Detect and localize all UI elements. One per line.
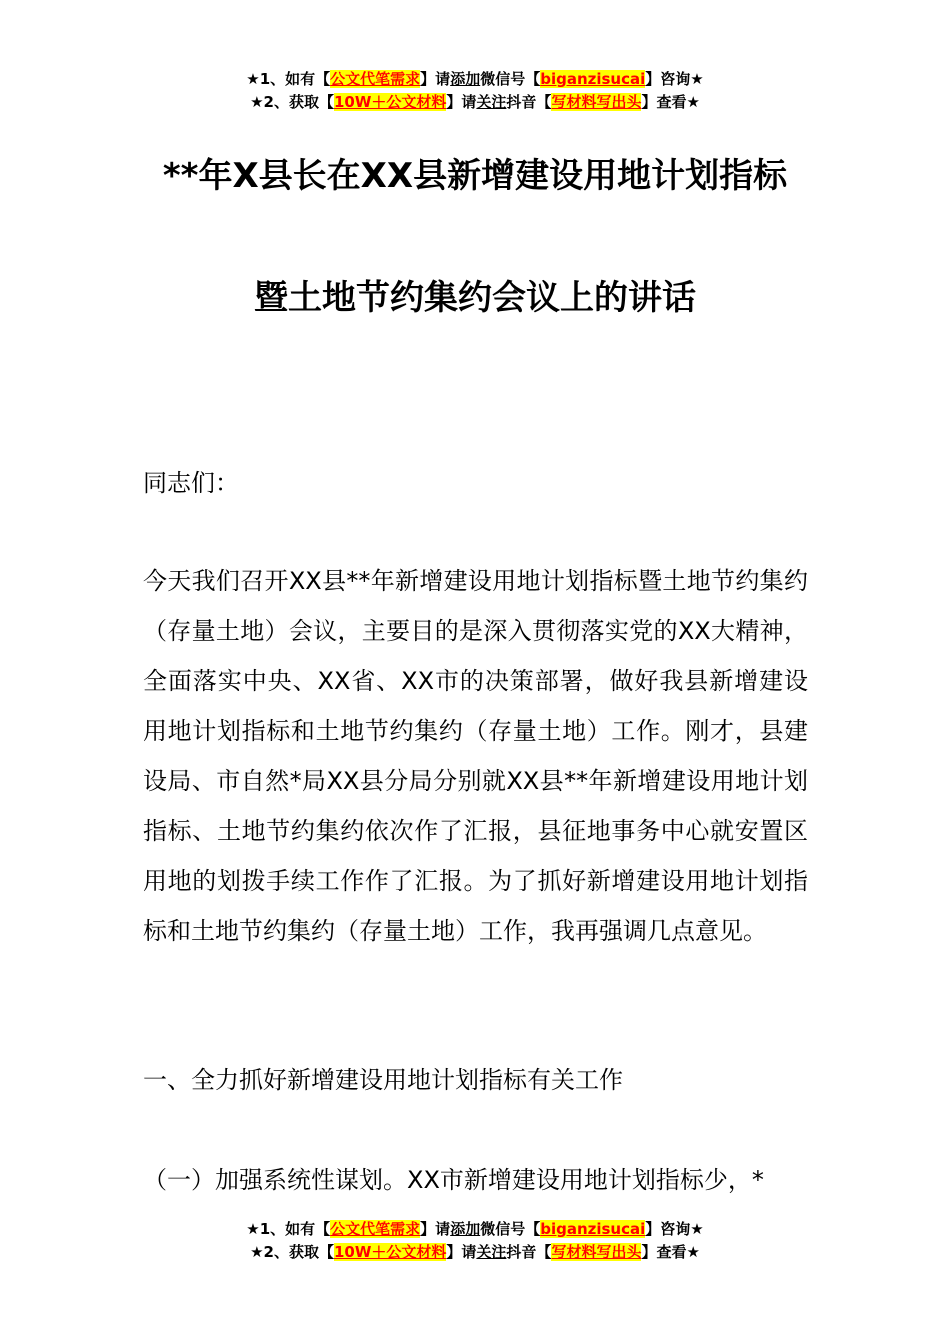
- body-paragraph-1: 今天我们召开XX县**年新增建设用地计划指标暨土地节约集约（存量土地）会议，主要目的是深入贯彻落实党的XX大精神，全面落实中央、XX省、XX市的决策部署，做好我县新增建设用地计划指标和土地节约集约（存量土地）工作。刚才，县建设局、市自然*局XX县分局分别就XX县**年新增建设用地计划指标、土地节约集约依次作了汇报，县征地事务中心就安置区用地的划拨手续工作作了汇报。为了抓好新增建设用地计划指标和土地节约集约（存量土地）工作，我再强调几点意见。: [143, 567, 808, 945]
- promo-highlight: 公文代笔需求: [330, 70, 421, 88]
- promo-banner-top: [0, 68, 950, 114]
- wechat-id: biganzisucai: [540, 70, 646, 88]
- promo-text: 】查看★: [641, 93, 700, 111]
- document-title-line-1: **年X县长在XX县新增建设用地计划指标: [162, 156, 788, 196]
- promo-text: 】请: [446, 1243, 477, 1261]
- promo-highlight: 10W＋公文材料: [333, 1243, 447, 1261]
- subsection-heading-1: （一）加强系统性谋划。XX市新增建设用地计划指标少，*: [143, 1166, 764, 1194]
- promo-text: 】请: [446, 93, 477, 111]
- promo-highlight: 公文代笔需求: [330, 1220, 421, 1238]
- promo-underline: 添加: [450, 1220, 481, 1238]
- document-title-line-2: 暨土地节约集约会议上的讲话: [254, 278, 696, 318]
- promo-text: ★2、获取【: [250, 93, 334, 111]
- promo-text: 】请: [420, 70, 451, 88]
- promo-line-1: [0, 1218, 950, 1241]
- promo-text: 】请: [420, 1220, 451, 1238]
- promo-underline: 添加: [450, 70, 481, 88]
- promo-text: 抖音【: [506, 93, 552, 111]
- promo-underline: 关注: [476, 1243, 507, 1261]
- promo-underline: 关注: [476, 93, 507, 111]
- section-heading-1: 一、全力抓好新增建设用地计划指标有关工作: [143, 1066, 623, 1094]
- douyin-id: 写材料写出头: [551, 93, 642, 111]
- promo-text: ★1、如有【: [246, 70, 331, 88]
- greeting: 同志们：: [143, 469, 239, 497]
- promo-highlight: 10W＋公文材料: [333, 93, 447, 111]
- promo-text: 微信号【: [480, 1220, 541, 1238]
- promo-text: 抖音【: [506, 1243, 552, 1261]
- promo-text: ★1、如有【: [246, 1220, 331, 1238]
- promo-text: 微信号【: [480, 70, 541, 88]
- promo-banner-bottom: [0, 1218, 950, 1264]
- promo-line-1: [0, 68, 950, 91]
- promo-text: 】咨询★: [645, 1220, 704, 1238]
- promo-text: 】查看★: [641, 1243, 700, 1261]
- promo-text: ★2、获取【: [250, 1243, 334, 1261]
- promo-line-2: [0, 1241, 950, 1264]
- promo-line-2: [0, 91, 950, 114]
- douyin-id: 写材料写出头: [551, 1243, 642, 1261]
- promo-text: 】咨询★: [645, 70, 704, 88]
- wechat-id: biganzisucai: [540, 1220, 646, 1238]
